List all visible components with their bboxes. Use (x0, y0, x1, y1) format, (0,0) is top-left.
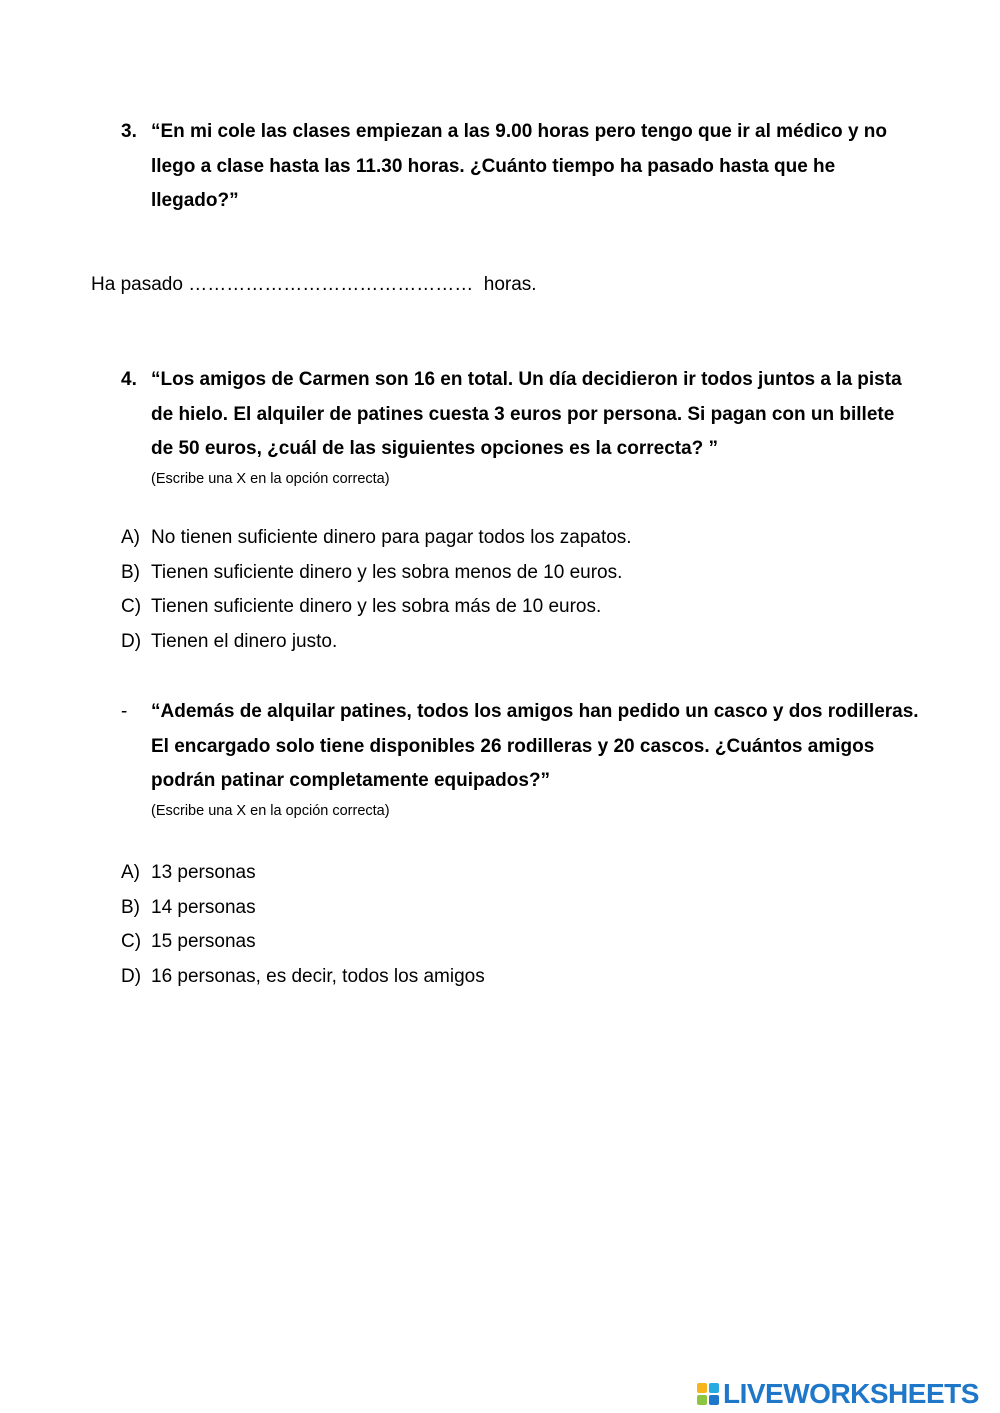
question-text: “En mi cole las clases empiezan a las 9.00 horas pero tengo que ir al médico y no llego a clase hasta las 11.30 horas. ¿Cuánto tiempo ha pasado hasta que he llegado?” (151, 121, 887, 211)
option-text: Tienen suficiente dinero y les sobra menos de 10 euros. (151, 561, 623, 583)
option-letter: B) (121, 561, 140, 583)
option-a[interactable] (121, 521, 921, 556)
option-text: No tienen suficiente dinero para pagar todos los zapatos. (151, 527, 632, 548)
question-text: “Además de alquilar patines, todos los amigos han pedido un casco y dos rodilleras. El encargado solo tiene disponibles 26 rodilleras y 20 cascos. ¿Cuántos amigos podrán patinar completamente equipados?” (151, 701, 919, 791)
answer-line (91, 271, 537, 299)
option-b[interactable] (121, 556, 921, 591)
question-number: 4. (121, 369, 137, 390)
answer-prefix: Ha pasado (91, 274, 183, 295)
logo-square (709, 1383, 719, 1393)
question-4 (121, 363, 921, 489)
option-c[interactable] (121, 590, 921, 625)
option-text: Tienen suficiente dinero y les sobra más de 10 euros. (151, 596, 602, 618)
option-a[interactable] (121, 856, 921, 891)
question-hint: (Escribe una X en la opción correcta) (151, 802, 390, 819)
option-letter: C) (121, 596, 142, 618)
option-letter: A) (121, 527, 140, 548)
options-list-followup (121, 856, 921, 995)
option-letter: C) (121, 931, 142, 953)
question-hint: (Escribe una X en la opción correcta) (151, 470, 390, 487)
option-letter: D) (121, 631, 142, 653)
logo-square (697, 1395, 707, 1405)
option-text: 15 personas (151, 931, 256, 953)
option-letter: D) (121, 966, 142, 988)
option-c[interactable] (121, 925, 921, 960)
question-number: 3. (121, 121, 137, 142)
option-text: 13 personas (151, 862, 256, 883)
question-text: “Los amigos de Carmen son 16 en total. Un día decidieron ir todos juntos a la pista de hielo. El alquiler de patines cuesta 3 euros por persona. Si pagan con un billete de 50 euros, ¿cuál de las siguientes opciones es la correcta? ” (151, 369, 902, 459)
option-text: 14 personas (151, 896, 256, 918)
option-text: 16 personas, es decir, todos los amigos (151, 966, 485, 988)
logo-text: LIVEWORKSHEETS (723, 1378, 979, 1409)
option-d[interactable] (121, 625, 921, 660)
question-bullet: - (121, 701, 128, 722)
option-d[interactable] (121, 960, 921, 995)
answer-blank[interactable]: ……………………………………… (188, 274, 474, 295)
logo-square (709, 1395, 719, 1405)
option-b[interactable] (121, 891, 921, 926)
answer-suffix: horas. (483, 274, 537, 295)
question-followup (121, 695, 921, 821)
options-list-q4 (121, 521, 921, 660)
option-letter: B) (121, 896, 140, 918)
question-3 (121, 115, 921, 219)
option-text: Tienen el dinero justo. (151, 631, 338, 653)
option-letter: A) (121, 862, 140, 883)
logo-square (697, 1383, 707, 1393)
liveworksheets-logo[interactable] (697, 1377, 979, 1411)
liveworksheets-logo-icon (697, 1383, 719, 1405)
